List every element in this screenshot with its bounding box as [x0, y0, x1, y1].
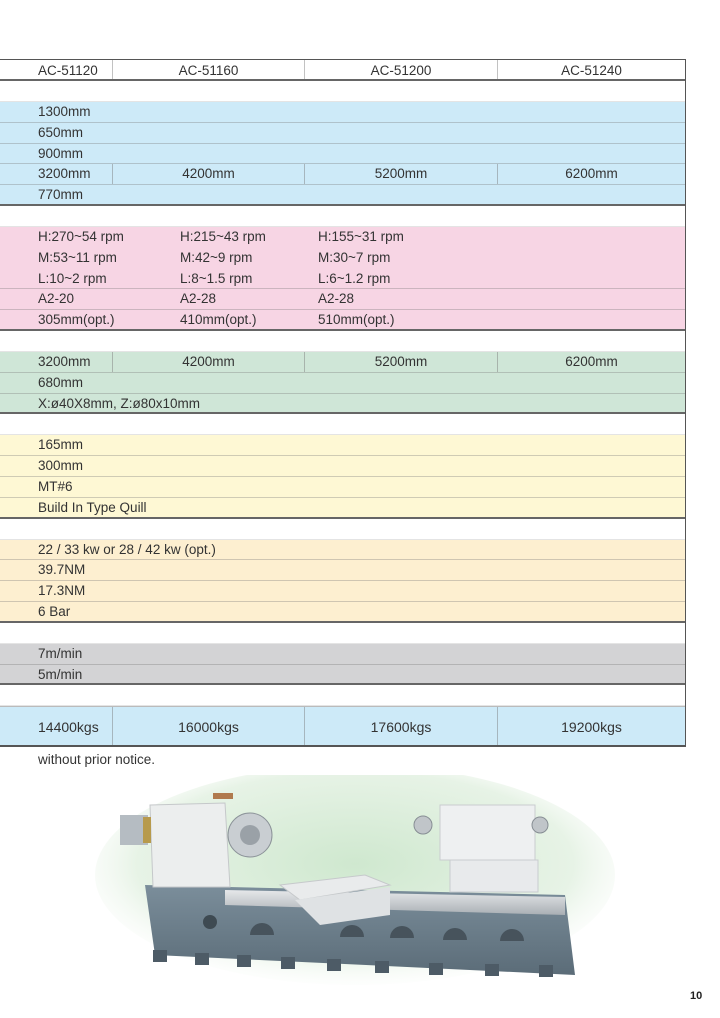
section-gap — [0, 331, 685, 352]
spec-value: X:ø40X8mm, Z:ø80x10mm — [38, 395, 201, 411]
spec-value: 4200mm — [112, 164, 304, 184]
spec-value: 300mm — [38, 458, 84, 474]
weight-row — [0, 706, 685, 747]
spec-value: 4200mm — [112, 352, 304, 372]
spec-value: A2-28 — [318, 291, 355, 307]
spec-value: 5200mm — [304, 164, 497, 184]
spec-value: 5200mm — [304, 352, 497, 372]
table-row — [0, 144, 685, 165]
notice-text: without prior notice. — [38, 752, 156, 767]
table-row — [0, 248, 685, 269]
spec-value: 410mm(opt.) — [180, 312, 257, 328]
table-row — [0, 560, 685, 581]
spec-value: 3200mm — [38, 353, 91, 369]
spec-value: 305mm(opt.) — [38, 312, 115, 328]
table-row — [0, 644, 685, 665]
section-gap — [0, 81, 685, 102]
model-header: AC-51120 — [38, 63, 98, 78]
spec-value: 900mm — [38, 145, 84, 161]
spec-value: 6200mm — [497, 352, 685, 372]
table-row — [0, 269, 685, 290]
spec-value: L:8~1.5 rpm — [180, 270, 253, 286]
spec-value: 17.3NM — [38, 583, 86, 599]
table-row — [0, 477, 685, 498]
table-row — [0, 498, 685, 519]
spec-value: L:10~2 rpm — [38, 270, 107, 286]
table-row — [0, 164, 685, 185]
table-row — [0, 581, 685, 602]
table-row — [0, 310, 685, 331]
weight-value: 17600kgs — [304, 707, 497, 745]
spec-value: A2-20 — [38, 291, 75, 307]
table-row — [0, 394, 685, 415]
spec-value: MT#6 — [38, 478, 73, 494]
table-row — [0, 373, 685, 394]
spec-value: 3200mm — [38, 166, 91, 182]
section-gap — [0, 685, 685, 706]
spec-value: 22 / 33 kw or 28 / 42 kw (opt.) — [38, 541, 216, 557]
model-header: AC-51200 — [304, 60, 497, 79]
table-row — [0, 123, 685, 144]
table-row — [0, 352, 685, 373]
spec-value: 39.7NM — [38, 562, 86, 578]
model-header: AC-51160 — [112, 60, 304, 79]
spec-value: L:6~1.2 rpm — [318, 270, 391, 286]
spec-value: 770mm — [38, 187, 84, 203]
spec-value: H:215~43 rpm — [180, 228, 266, 244]
model-header-row — [0, 60, 685, 81]
table-row — [0, 456, 685, 477]
section-gap — [0, 206, 685, 227]
spec-value: 680mm — [38, 374, 84, 390]
table-row — [0, 289, 685, 310]
spec-value: M:42~9 rpm — [180, 249, 253, 265]
spec-value: 510mm(opt.) — [318, 312, 395, 328]
weight-value: 16000kgs — [112, 707, 304, 745]
spec-value: 5m/min — [38, 666, 83, 682]
section-gap — [0, 623, 685, 644]
spec-table — [0, 59, 686, 747]
table-row — [0, 435, 685, 456]
table-row — [0, 227, 685, 248]
spec-value: 650mm — [38, 124, 84, 140]
lathe-machine-image — [95, 775, 615, 1000]
table-row — [0, 102, 685, 123]
spec-value: 1300mm — [38, 104, 91, 119]
spec-value: Build In Type Quill — [38, 499, 147, 515]
table-row — [0, 185, 685, 206]
weight-value: 14400kgs — [38, 719, 99, 736]
spec-value: 165mm — [38, 437, 84, 453]
spec-value: M:53~11 rpm — [38, 249, 117, 265]
page-number: 10 — [690, 990, 703, 1002]
table-row — [0, 665, 685, 686]
model-header: AC-51240 — [497, 60, 685, 79]
table-row — [0, 540, 685, 561]
section-gap — [0, 519, 685, 540]
spec-value: 7m/min — [38, 645, 83, 661]
table-row — [0, 602, 685, 623]
spec-value: M:30~7 rpm — [318, 249, 391, 265]
spec-value: 6 Bar — [38, 603, 71, 619]
weight-value: 19200kgs — [497, 707, 685, 745]
spec-value: H:270~54 rpm — [38, 228, 124, 244]
spec-value: 6200mm — [497, 164, 685, 184]
spec-value: A2-28 — [180, 291, 217, 307]
spec-value: H:155~31 rpm — [318, 228, 404, 244]
section-gap — [0, 414, 685, 435]
